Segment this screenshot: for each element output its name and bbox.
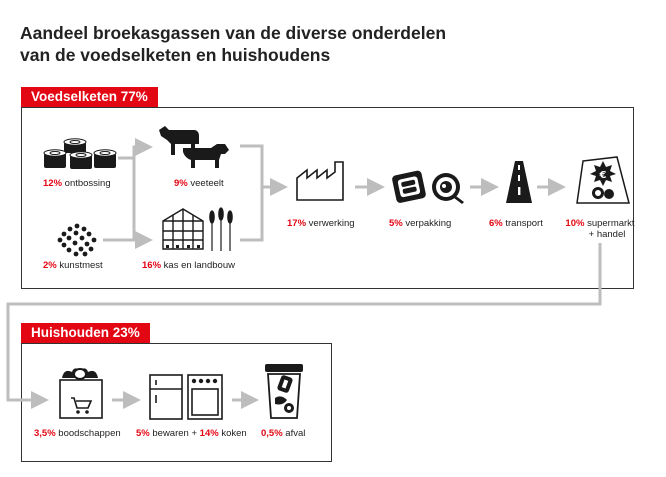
storage-pct: 5% bbox=[136, 428, 150, 439]
greenhouse-pct: 16% bbox=[142, 260, 162, 271]
tree-stumps-icon bbox=[40, 138, 118, 174]
step-livestock bbox=[174, 178, 224, 189]
retail-pct: 10% bbox=[565, 218, 585, 229]
factory-icon bbox=[295, 160, 347, 202]
step-processing bbox=[287, 218, 355, 229]
packaged-meat-icon bbox=[390, 168, 466, 206]
greenhouse-label: kas en landbouw bbox=[163, 260, 235, 271]
step-greenhouse bbox=[142, 260, 235, 271]
food-chain-heading: Voedselketen 77% bbox=[21, 87, 158, 107]
waste-pct: 0,5% bbox=[261, 428, 283, 439]
packaging-pct: 5% bbox=[389, 218, 403, 229]
step-packaging bbox=[389, 218, 451, 229]
step-fertilizer bbox=[43, 260, 103, 271]
retail-label: supermarkt bbox=[587, 218, 635, 229]
groceries-pct: 3,5% bbox=[34, 428, 56, 439]
arrow-livestock-processing bbox=[240, 146, 285, 187]
arrow-greenhouse-processing bbox=[240, 187, 262, 240]
livestock-pct: 9% bbox=[174, 178, 188, 189]
step-groceries bbox=[34, 428, 121, 439]
euro-symbol: € bbox=[599, 170, 607, 181]
step-storage-cooking bbox=[136, 428, 247, 439]
packaging-label: verpakking bbox=[405, 218, 452, 229]
retail-label-2: + handel bbox=[588, 229, 626, 240]
title-line-2: van de voedselketen en huishoudens bbox=[20, 45, 331, 65]
fridge-stove-icon bbox=[148, 373, 224, 421]
shopping-bag-icon bbox=[58, 364, 104, 420]
step-retail bbox=[560, 218, 640, 240]
storage-label: bewaren + bbox=[152, 428, 198, 439]
arrow-deforestation-livestock bbox=[118, 147, 150, 158]
cows-icon bbox=[155, 122, 237, 170]
groceries-label: boodschappen bbox=[58, 428, 121, 439]
waste-bin-icon bbox=[263, 362, 305, 420]
cooking-pct: 14% bbox=[199, 428, 219, 439]
greenhouse-wheat-icon bbox=[160, 205, 238, 253]
fertilizer-granules-icon bbox=[56, 222, 98, 258]
transport-label: transport bbox=[505, 218, 543, 229]
waste-label: afval bbox=[285, 428, 306, 439]
title-line-1: Aandeel broekasgassen van de diverse onderdelen bbox=[20, 23, 447, 43]
livestock-label: veeteelt bbox=[190, 178, 224, 189]
road-icon bbox=[505, 160, 533, 204]
step-transport bbox=[489, 218, 543, 229]
cooking-label: koken bbox=[221, 428, 247, 439]
supermarket-sign-icon bbox=[573, 155, 631, 205]
fertilizer-label: kunstmest bbox=[59, 260, 103, 271]
step-deforestation bbox=[43, 178, 111, 189]
deforestation-pct: 12% bbox=[43, 178, 63, 189]
arrow-deforestation-greenhouse bbox=[134, 158, 150, 240]
household-heading: Huishouden 23% bbox=[21, 323, 150, 343]
deforestation-label: ontbossing bbox=[64, 178, 111, 189]
processing-label: verwerking bbox=[308, 218, 355, 229]
step-waste bbox=[261, 428, 305, 439]
processing-pct: 17% bbox=[287, 218, 307, 229]
fertilizer-pct: 2% bbox=[43, 260, 57, 271]
transport-pct: 6% bbox=[489, 218, 503, 229]
